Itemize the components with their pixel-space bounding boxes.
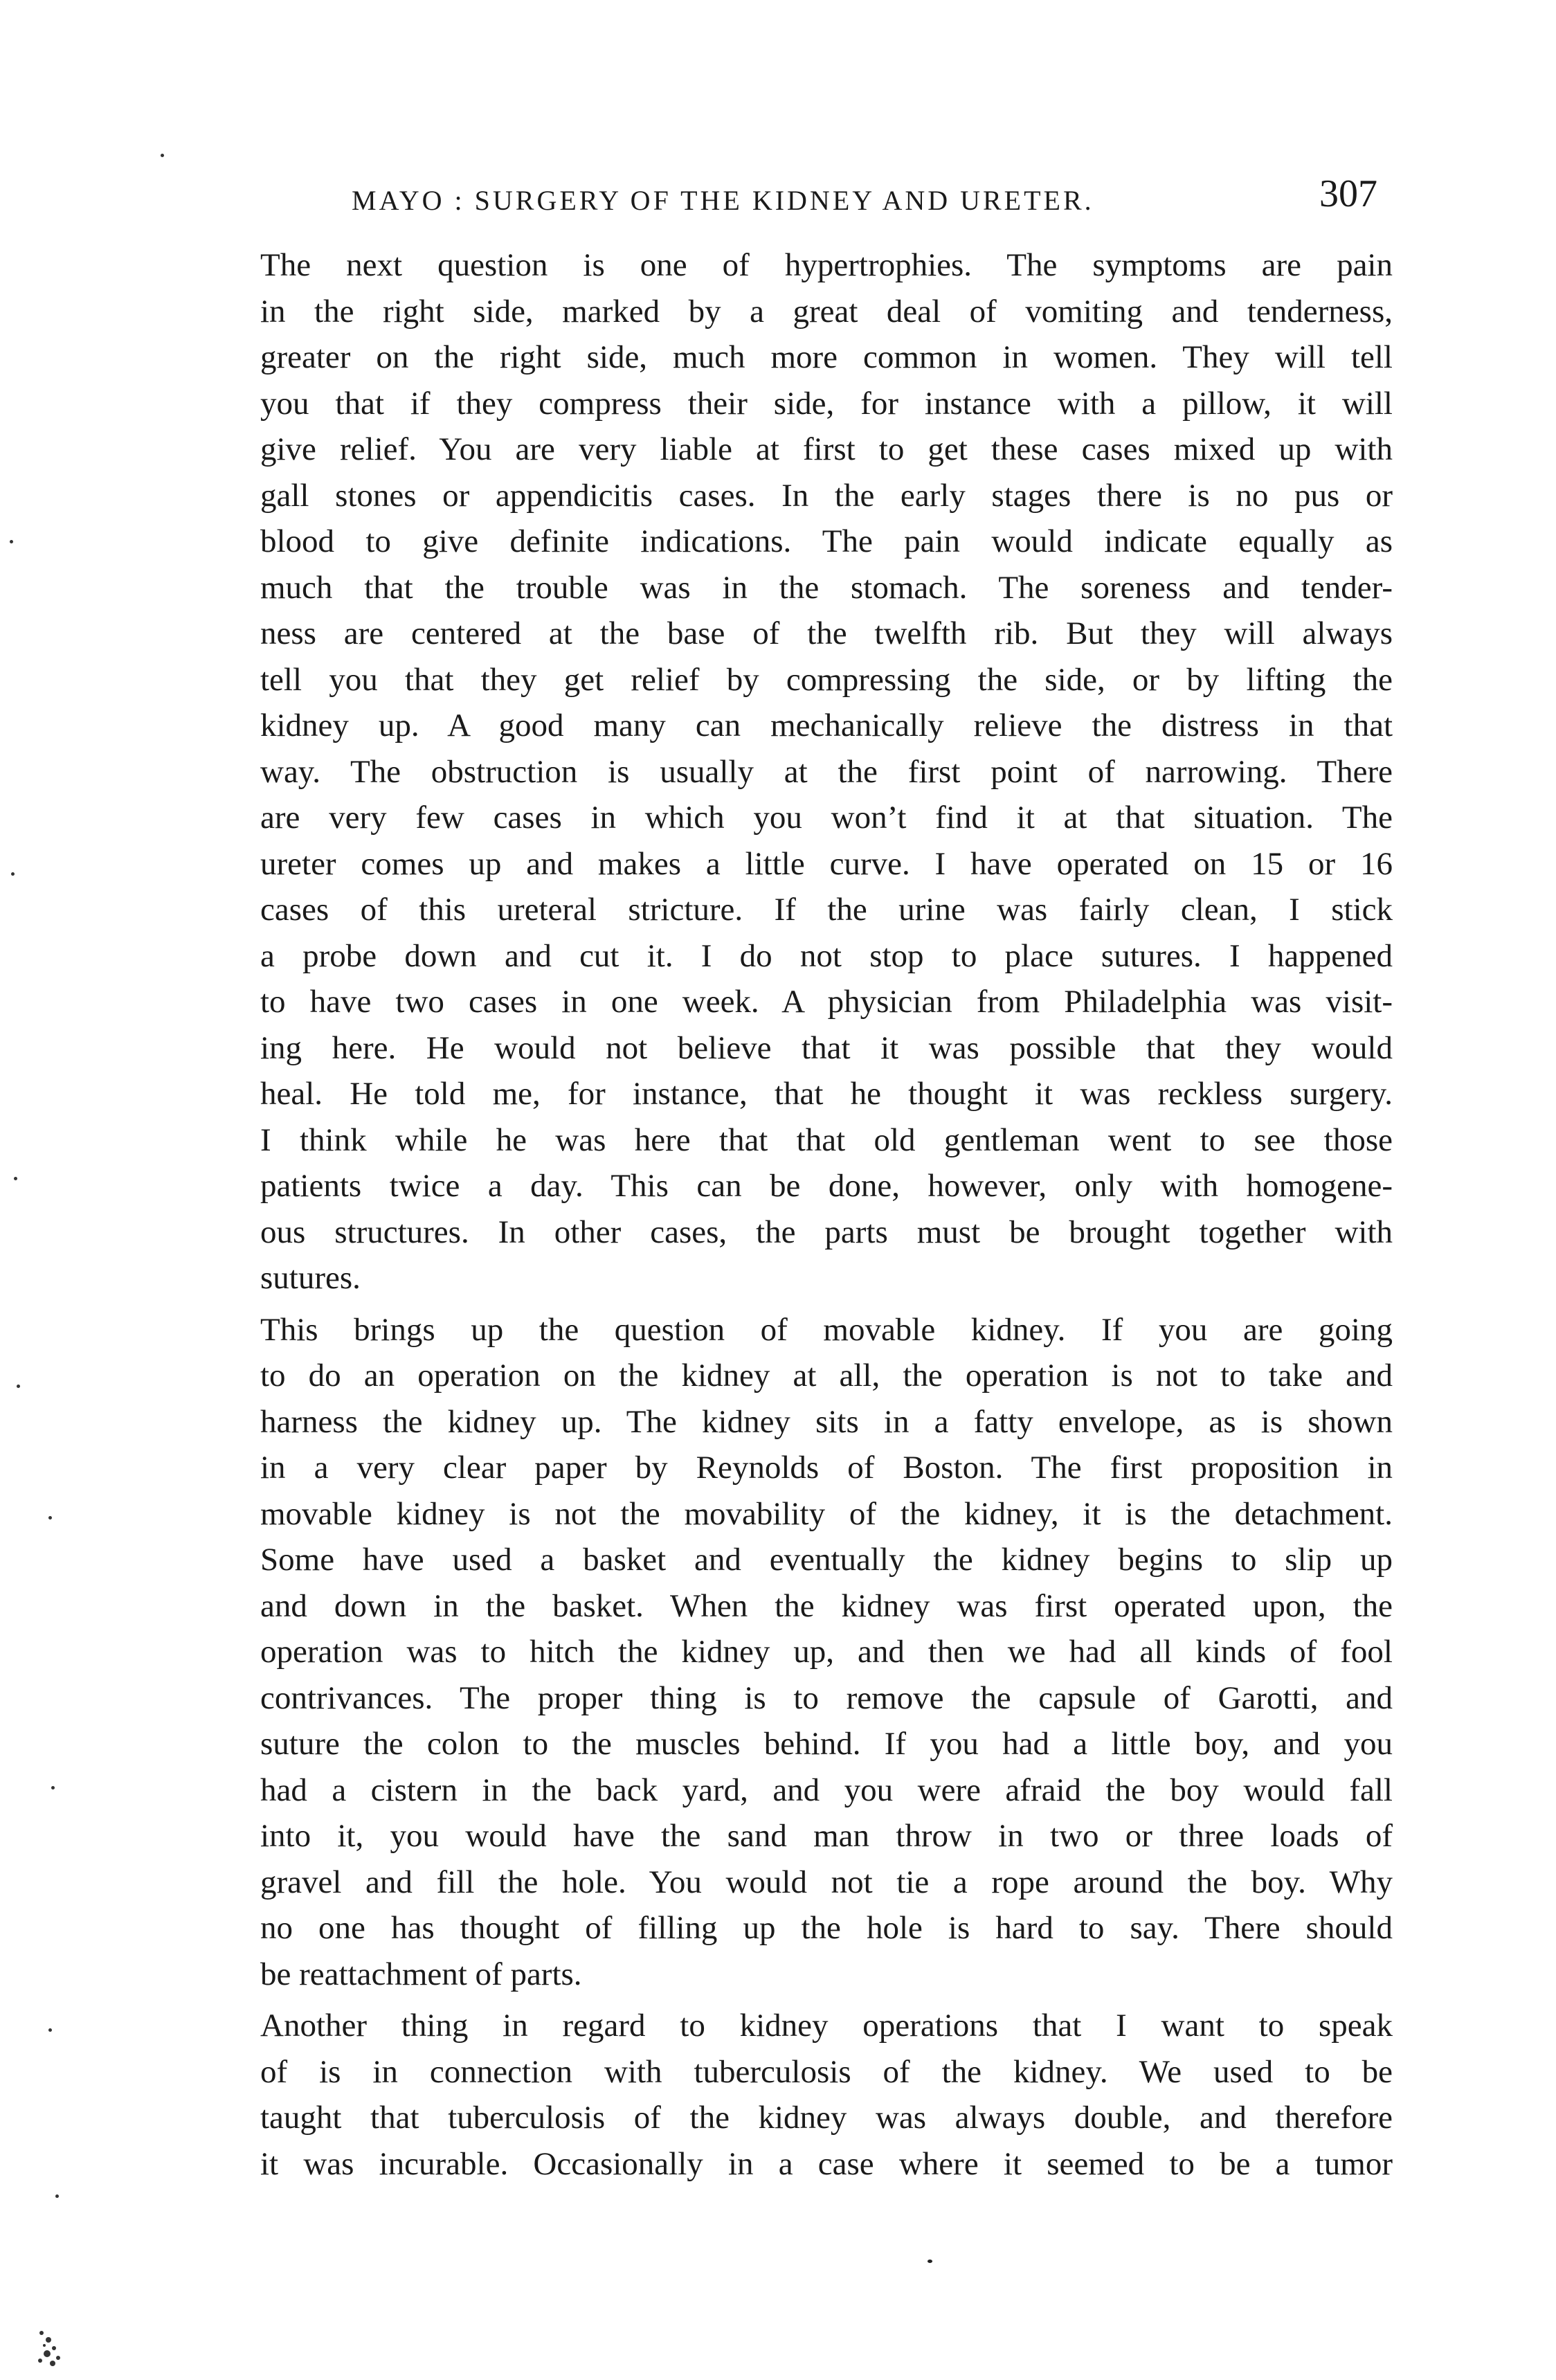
text-line: taught that tuberculosis of the kidney was always double, and therefore	[260, 2100, 1393, 2136]
margin-speck	[10, 540, 13, 543]
text-line: movable kidney is not the movability of the kidney, it is the detachment.	[260, 1495, 1393, 1532]
margin-speck	[51, 1786, 55, 1789]
running-title: MAYO : SURGERY OF THE KIDNEY AND URETER.	[352, 185, 1094, 216]
text-line: operation was to hitch the kidney up, and then we had all kinds of fool	[260, 1634, 1393, 1670]
margin-speck	[11, 872, 15, 876]
text-line: sutures.	[260, 1260, 361, 1296]
text-line: This brings up the question of movable kidney. If you are going	[260, 1311, 1393, 1348]
ink-speck	[928, 2260, 932, 2263]
paragraph	[174, 2003, 1393, 2187]
text-line: contrivances. The proper thing is to remove the capsule of Garotti, and	[260, 1679, 1393, 1716]
text-line: way. The obstruction is usually at the first point of narrowing. There	[260, 753, 1393, 790]
text-line: suture the colon to the muscles behind. If you had a little boy, and you	[260, 1726, 1393, 1762]
margin-speck	[55, 2194, 59, 2198]
body-text	[174, 242, 1393, 2187]
text-line: give relief. You are very liable at first to get these cases mixed up with	[260, 431, 1393, 467]
text-line: cases of this ureteral stricture. If the urine was fairly clean, I stick	[260, 892, 1393, 928]
text-line: had a cistern in the back yard, and you were afraid the boy would fall	[260, 1772, 1393, 1808]
text-line: ous structures. In other cases, the parts must be brought together with	[260, 1214, 1393, 1250]
text-line: gravel and fill the hole. You would not tie a rope around the boy. Why	[260, 1864, 1393, 1900]
margin-speck	[161, 154, 164, 157]
text-line: gall stones or appendicitis cases. In the early stages there is no pus or	[260, 477, 1393, 514]
text-line: greater on the right side, much more common in women. They will tell	[260, 339, 1393, 375]
text-line: much that the trouble was in the stomach. The soreness and tender-	[260, 569, 1393, 606]
margin-speck	[48, 2028, 52, 2032]
paragraph	[174, 1307, 1393, 1998]
text-line: heal. He told me, for instance, that he thought it was reckless surgery.	[260, 1076, 1393, 1112]
text-line: be reattachment of parts.	[260, 1956, 582, 1992]
text-line: patients twice a day. This can be done, however, only with homogene-	[260, 1168, 1393, 1204]
text-line: ureter comes up and makes a little curve. I have operated on 15 or 16	[260, 845, 1393, 882]
corner-ink-blot	[28, 2312, 83, 2368]
margin-speck	[17, 1385, 20, 1388]
text-line: tell you that they get relief by compressing the side, or by lifting the	[260, 661, 1393, 698]
text-line: The next question is one of hypertrophies. The symptoms are pain	[260, 247, 1393, 283]
text-line: you that if they compress their side, for instance with a pillow, it will	[260, 385, 1393, 422]
text-line: blood to give definite indications. The pain would indicate equally as	[260, 523, 1393, 559]
text-line: in the right side, marked by a great deal of vomiting and tenderness,	[260, 293, 1393, 330]
text-line: and down in the basket. When the kidney was first operated upon, the	[260, 1587, 1393, 1624]
margin-speck	[14, 1177, 17, 1180]
text-line: it was incurable. Occasionally in a case where it seemed to be a tumor	[260, 2145, 1393, 2182]
text-line: Another thing in regard to kidney operations that I want to speak	[260, 2008, 1393, 2044]
text-line: Some have used a basket and eventually the kidney begins to slip up	[260, 1542, 1393, 1578]
text-line: ing here. He would not believe that it was possible that they would	[260, 1029, 1393, 1066]
margin-speck	[48, 1516, 52, 1520]
text-line: of is in connection with tuberculosis of the kidney. We used to be	[260, 2053, 1393, 2090]
text-line: ness are centered at the base of the twelfth rib. But they will always	[260, 615, 1393, 651]
text-line: harness the kidney up. The kidney sits in a fatty envelope, as is shown	[260, 1403, 1393, 1440]
text-line: in a very clear paper by Reynolds of Boston. The first proposition in	[260, 1450, 1393, 1486]
text-line: are very few cases in which you won’t find it at that situation. The	[260, 800, 1393, 836]
text-line: no one has thought of filling up the hole is hard to say. There should	[260, 1910, 1393, 1946]
page-number: 307	[1319, 172, 1377, 215]
text-line: a probe down and cut it. I do not stop to place sutures. I happened	[260, 937, 1393, 974]
text-line: to have two cases in one week. A physician from Philadelphia was visit-	[260, 984, 1393, 1020]
text-line: into it, you would have the sand man throw in two or three loads of	[260, 1818, 1393, 1854]
running-head	[173, 172, 1377, 227]
text-line: kidney up. A good many can mechanically relieve the distress in that	[260, 707, 1393, 743]
margin-specks	[0, 0, 83, 2380]
text-line: I think while he was here that that old gentleman went to see those	[260, 1121, 1393, 1158]
paragraph	[174, 242, 1393, 1301]
text-line: to do an operation on the kidney at all, the operation is not to take and	[260, 1358, 1393, 1394]
